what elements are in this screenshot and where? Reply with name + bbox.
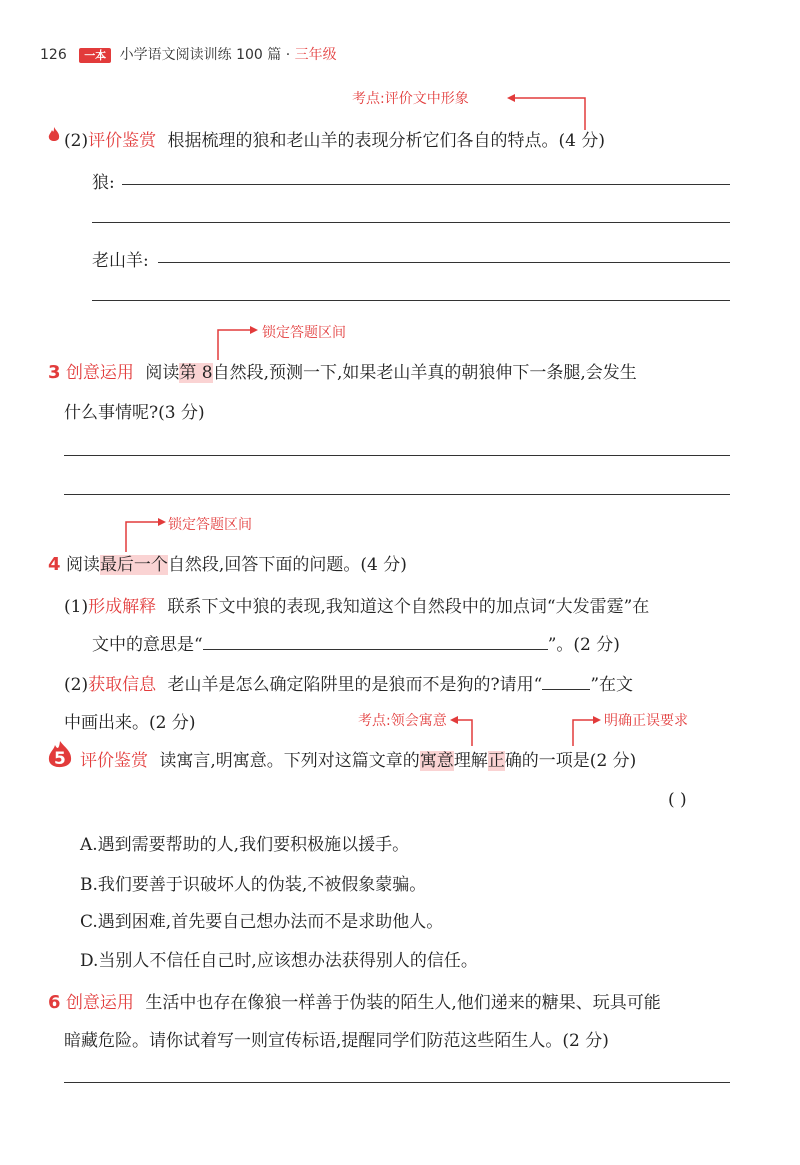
highlighted-text: 正 — [487, 751, 505, 771]
question-4-2-line2: 中画出来。(2 分) — [64, 713, 196, 733]
question-5-number: 5 — [54, 749, 66, 769]
annotation-mingque: 明确正误要求 — [604, 713, 688, 729]
book-title: 小学语文阅读训练 100 篇 — [119, 47, 282, 63]
answer-line-goat[interactable] — [158, 262, 730, 263]
question-4 — [48, 550, 407, 575]
question-5 — [80, 746, 636, 771]
question-tag: 评价鉴赏 — [80, 751, 148, 771]
question-tag: 形成解释 — [88, 597, 157, 617]
question-text: 生活中也存在像狼一样善于伪装的陌生人,他们递来的糖果、玩具可能 — [145, 993, 661, 1013]
question-tag: 获取信息 — [88, 675, 157, 695]
grade-label: 三年级 — [294, 47, 337, 63]
option-d[interactable]: D.当别人不信任自己时,应该想办法获得别人的信任。 — [80, 951, 478, 971]
question-text: 阅读 — [65, 555, 100, 575]
question-text: 阅读 — [145, 363, 180, 383]
fill-blank-mark[interactable] — [542, 673, 590, 690]
answer-line-q3-1[interactable] — [64, 455, 730, 456]
annotation-suoding-2: 锁定答题区间 — [168, 517, 252, 533]
label-wolf: 狼: — [92, 173, 115, 193]
page-number: 126 — [40, 47, 67, 63]
question-text: ”。(2 分) — [547, 635, 620, 655]
question-number: 6 — [48, 992, 61, 1013]
answer-line-wolf-2[interactable] — [92, 222, 730, 223]
question-6-line2: 暗藏危险。请你试着写一则宣传标语,提醒同学们防范这些陌生人。(2 分) — [64, 1031, 609, 1051]
annotation-suoding-1: 锁定答题区间 — [262, 325, 346, 341]
question-text: 读寓言,明寓意。下列对这篇文章的 — [159, 751, 420, 771]
question-4-1-line2 — [92, 630, 620, 655]
question-6 — [48, 988, 661, 1013]
question-prefix: (1) — [64, 597, 89, 617]
question-text: 确的一项是(2 分) — [504, 751, 637, 771]
question-4-1 — [64, 592, 649, 617]
fill-blank-meaning[interactable] — [203, 633, 548, 650]
question-text: 自然段,回答下面的问题。(4 分) — [167, 555, 407, 575]
question-number: 3 — [48, 362, 61, 383]
header-separator: · — [285, 47, 291, 63]
question-text: 理解 — [453, 751, 488, 771]
question-text: 文中的意思是“ — [92, 635, 203, 655]
answer-line-q3-2[interactable] — [64, 494, 730, 495]
question-text: 自然段,预测一下,如果老山羊真的朝狼伸下一条腿,会发生 — [212, 363, 637, 383]
question-tag: 创意运用 — [65, 363, 134, 383]
answer-bracket[interactable]: ( ) — [668, 790, 687, 810]
annotation-arrow-4 — [448, 710, 488, 750]
highlighted-text: 最后一个 — [99, 555, 168, 575]
annotation-kaodian-1 — [352, 88, 469, 108]
highlighted-text: 寓意 — [419, 751, 454, 771]
question-text: 联系下文中狼的表现,我知道这个自然段中的加点词“大发雷霆”在 — [167, 597, 650, 617]
question-text: ”在文 — [590, 675, 634, 695]
annotation-text: 考点:评价文中形象 — [352, 91, 469, 107]
option-c[interactable]: C.遇到困难,首先要自己想办法而不是求助他人。 — [80, 912, 444, 932]
answer-line-goat-2[interactable] — [92, 300, 730, 301]
label-goat: 老山羊: — [92, 251, 149, 271]
option-b[interactable]: B.我们要善于识破坏人的伪装,不被假象蒙骗。 — [80, 875, 427, 895]
flame-icon — [47, 126, 61, 144]
question-number: 4 — [48, 554, 61, 575]
annotation-kaodian-2: 考点:领会寓意 — [358, 713, 447, 729]
option-a[interactable]: A.遇到需要帮助的人,我们要积极施以援手。 — [80, 835, 410, 855]
question-3-line2: 什么事情呢?(3 分) — [64, 403, 205, 423]
page-header — [40, 44, 337, 64]
question-text: 老山羊是怎么确定陷阱里的是狼而不是狗的?请用“ — [167, 675, 543, 695]
answer-line-wolf[interactable] — [122, 184, 730, 185]
annotation-arrow-5 — [565, 710, 605, 750]
question-prefix: (2) — [64, 675, 89, 695]
question-tag: 创意运用 — [65, 993, 134, 1013]
highlighted-text: 第 8 — [179, 363, 213, 383]
question-2-2 — [64, 126, 605, 151]
question-text: 根据梳理的狼和老山羊的表现分析它们各自的特点。(4 分) — [167, 131, 605, 151]
question-prefix: (2) — [64, 131, 89, 151]
question-3 — [48, 358, 637, 383]
answer-line-q6[interactable] — [64, 1082, 730, 1083]
question-4-2 — [64, 670, 633, 695]
brand-logo: 一本 — [79, 48, 111, 63]
question-tag: 评价鉴赏 — [88, 131, 157, 151]
